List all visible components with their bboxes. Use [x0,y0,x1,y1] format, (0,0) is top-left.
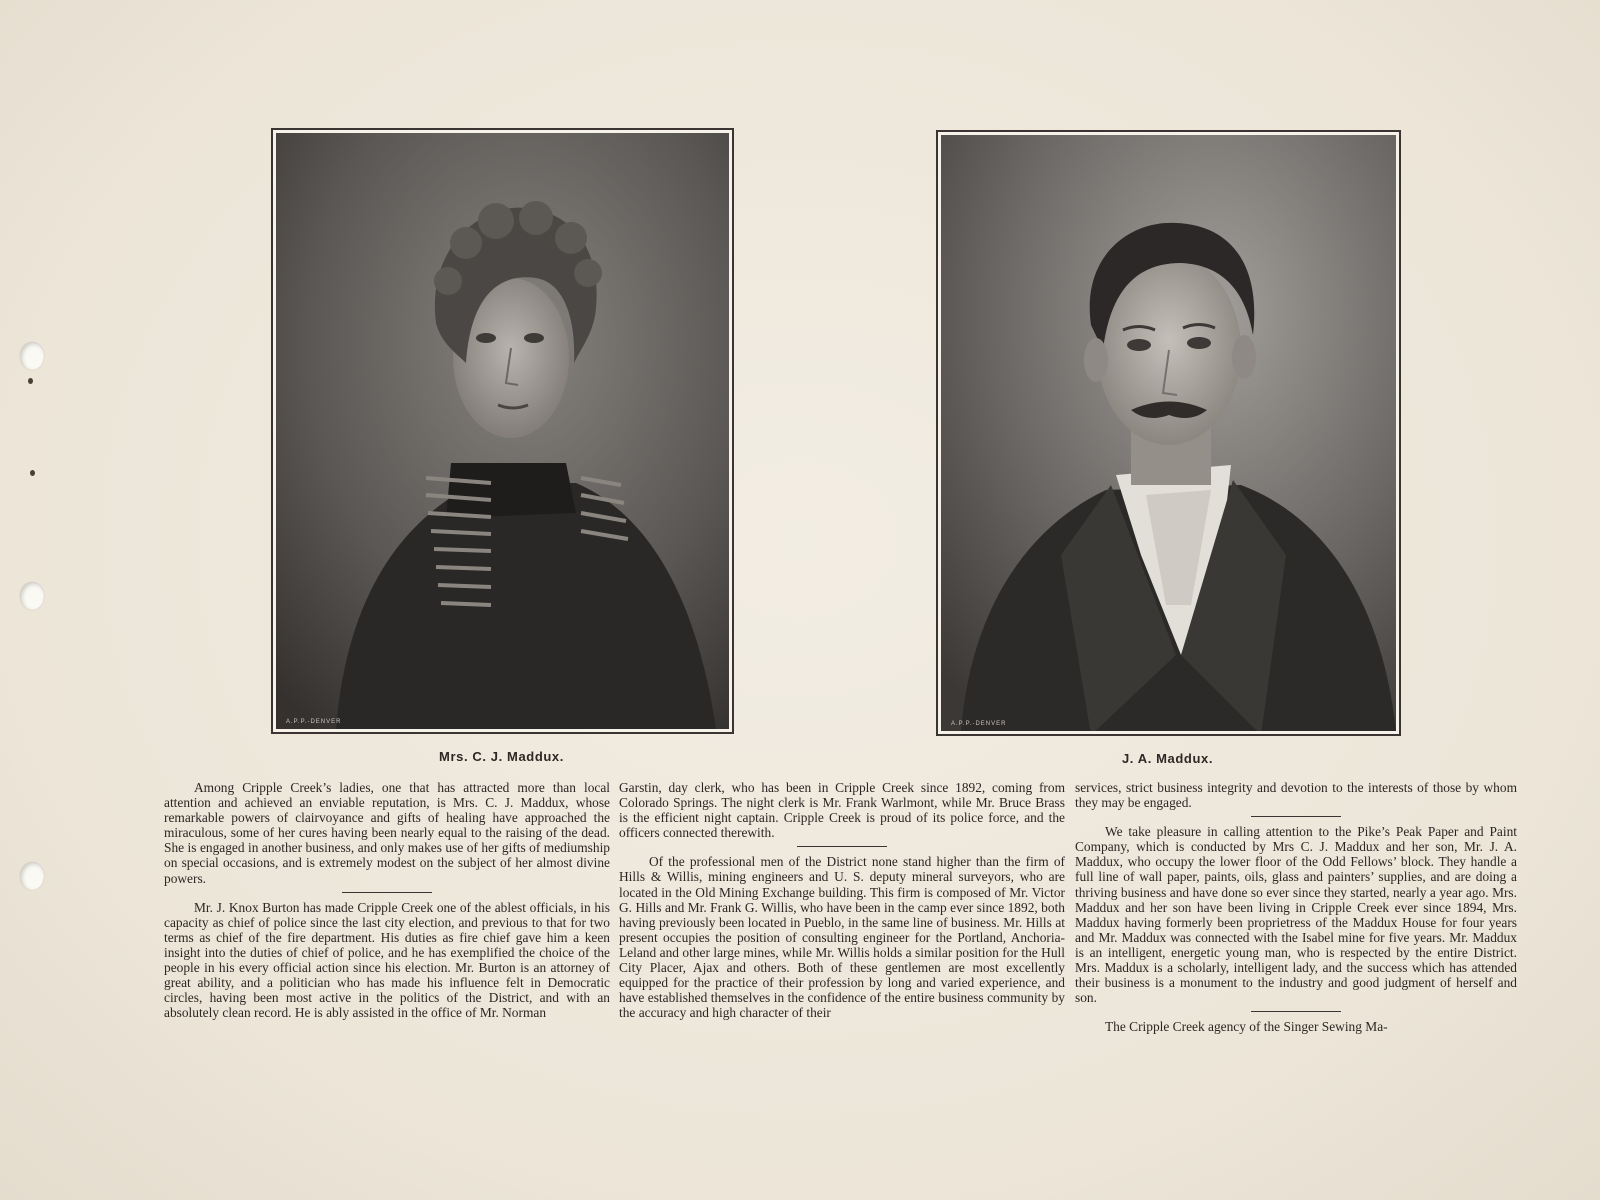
paragraph-mrs-maddux: Among Cripple Creek’s ladies, one that has attracted more than local attention and achieved an enviable reputation, is Mrs. C. J. Maddux, whose remarkable powers of clairvoyance and gifts of healing have approached the miraculous, some of her cures having been nearly equal to the raising of the dead. She is engaged in another business, and only makes use of her gifts of mediumship on special occasions, and is extremely modest on the subject of her almost divine powers. [164,780,610,886]
caption-mrs-maddux: Mrs. C. J. Maddux. [439,749,564,764]
portrait-j-a-maddux-frame [936,130,1401,736]
binder-hole-bottom [20,862,44,890]
text-column-3 [1075,780,1517,1034]
portrait-mrs-maddux-frame [271,128,734,734]
engraver-mark: A.P.P.-DENVER [286,719,342,725]
portrait-woman-illustration [276,133,729,729]
engraver-mark: A.P.P.-DENVER [951,721,1007,727]
portrait-j-a-maddux [941,135,1396,731]
section-divider [1251,816,1341,817]
paragraph-hills-willis: Of the professional men of the District none stand higher than the firm of Hills & Willis, mining engineers and U. S. deputy mineral surveyors, who are located in the Old Mining Exchange building. This firm is composed of Mr. Victor G. Hills and Mr. Frank G. Willis, who have been in the camp ever since 1892, both having previously been located in Pueblo, in the same line of business. Mr. Hills at present occupies the position of consulting engineer for the Portland, Anchoria-Leland and other large mines, while Mr. Willis holds a similar position for the Hull City Placer, Ajax and others. Both of these gentlemen are most excellently equipped for the practice of their profession by long and varied experience, and have established themselves in the confidence of the entire business community by the accuracy and high character of their [619,854,1065,1021]
text-column-1 [164,780,610,1020]
section-divider [1251,1011,1341,1012]
ink-speck [30,470,35,476]
portrait-man-illustration [941,135,1396,731]
caption-j-a-maddux: J. A. Maddux. [1121,751,1214,766]
paragraph-singer-agency: The Cripple Creek agency of the Singer Sewing Ma- [1105,1019,1388,1035]
section-divider [797,846,887,847]
ink-speck [28,378,33,384]
binder-hole-top [20,342,44,370]
binder-hole-middle [20,582,44,610]
paragraph-police-continued: Garstin, day clerk, who has been in Cripple Creek since 1892, coming from Colorado Springs. The night clerk is Mr. Frank Warlmont, while Mr. Bruce Brass is the efficient night captain. Cripple Creek is proud of its police force, and the officers connected therewith. [619,780,1065,841]
portrait-mrs-maddux [276,133,729,729]
section-divider [342,892,432,893]
paragraph-hills-willis-continued: services, strict business integrity and devotion to the interests of those by whom they may be engaged. [1075,780,1517,811]
text-column-2 [619,780,1065,1020]
paragraph-j-knox-burton: Mr. J. Knox Burton has made Cripple Creek one of the ablest officials, in his capacity as chief of police since the last city election, and previous to that for two terms as chief of the fire department. His duties as fire chief gave him a keen insight into the duties of chief of police, and he has exemplified the choice of the people in his every official action since his election. Mr. Burton is an attorney of great ability, and a politician who has made his influence felt in Democratic circles, having been most active in the politics of the District, and with an absolutely clean record. He is ably assisted in the office of Mr. Norman [164,899,610,1021]
paragraph-pikes-peak-paint: We take pleasure in calling attention to the Pike’s Peak Paper and Paint Company, which is conducted by Mrs C. J. Maddux and her son, Mr. J. A. Maddux, who occupy the lower floor of the Odd Fellows’ block. They handle a full line of wall paper, paints, oils, glass and painters’ supplies, and are doing a thriving business and have done so ever since they started, nearly a year ago. Mrs. Maddux and her son have been living in Cripple Creek ever since 1894, Mrs. Maddux having formerly been proprietress of the Maddux House for four years and Mr. Maddux was connected with the Isabel mine for five years. Mr. Maddux is an intelligent, energetic young man, who is respected by the entire District. Mrs. Maddux is a scholarly, intelligent lady, and the success which has attended their business is a monument to the industry and good judgment of herself and son. [1075,824,1517,1006]
